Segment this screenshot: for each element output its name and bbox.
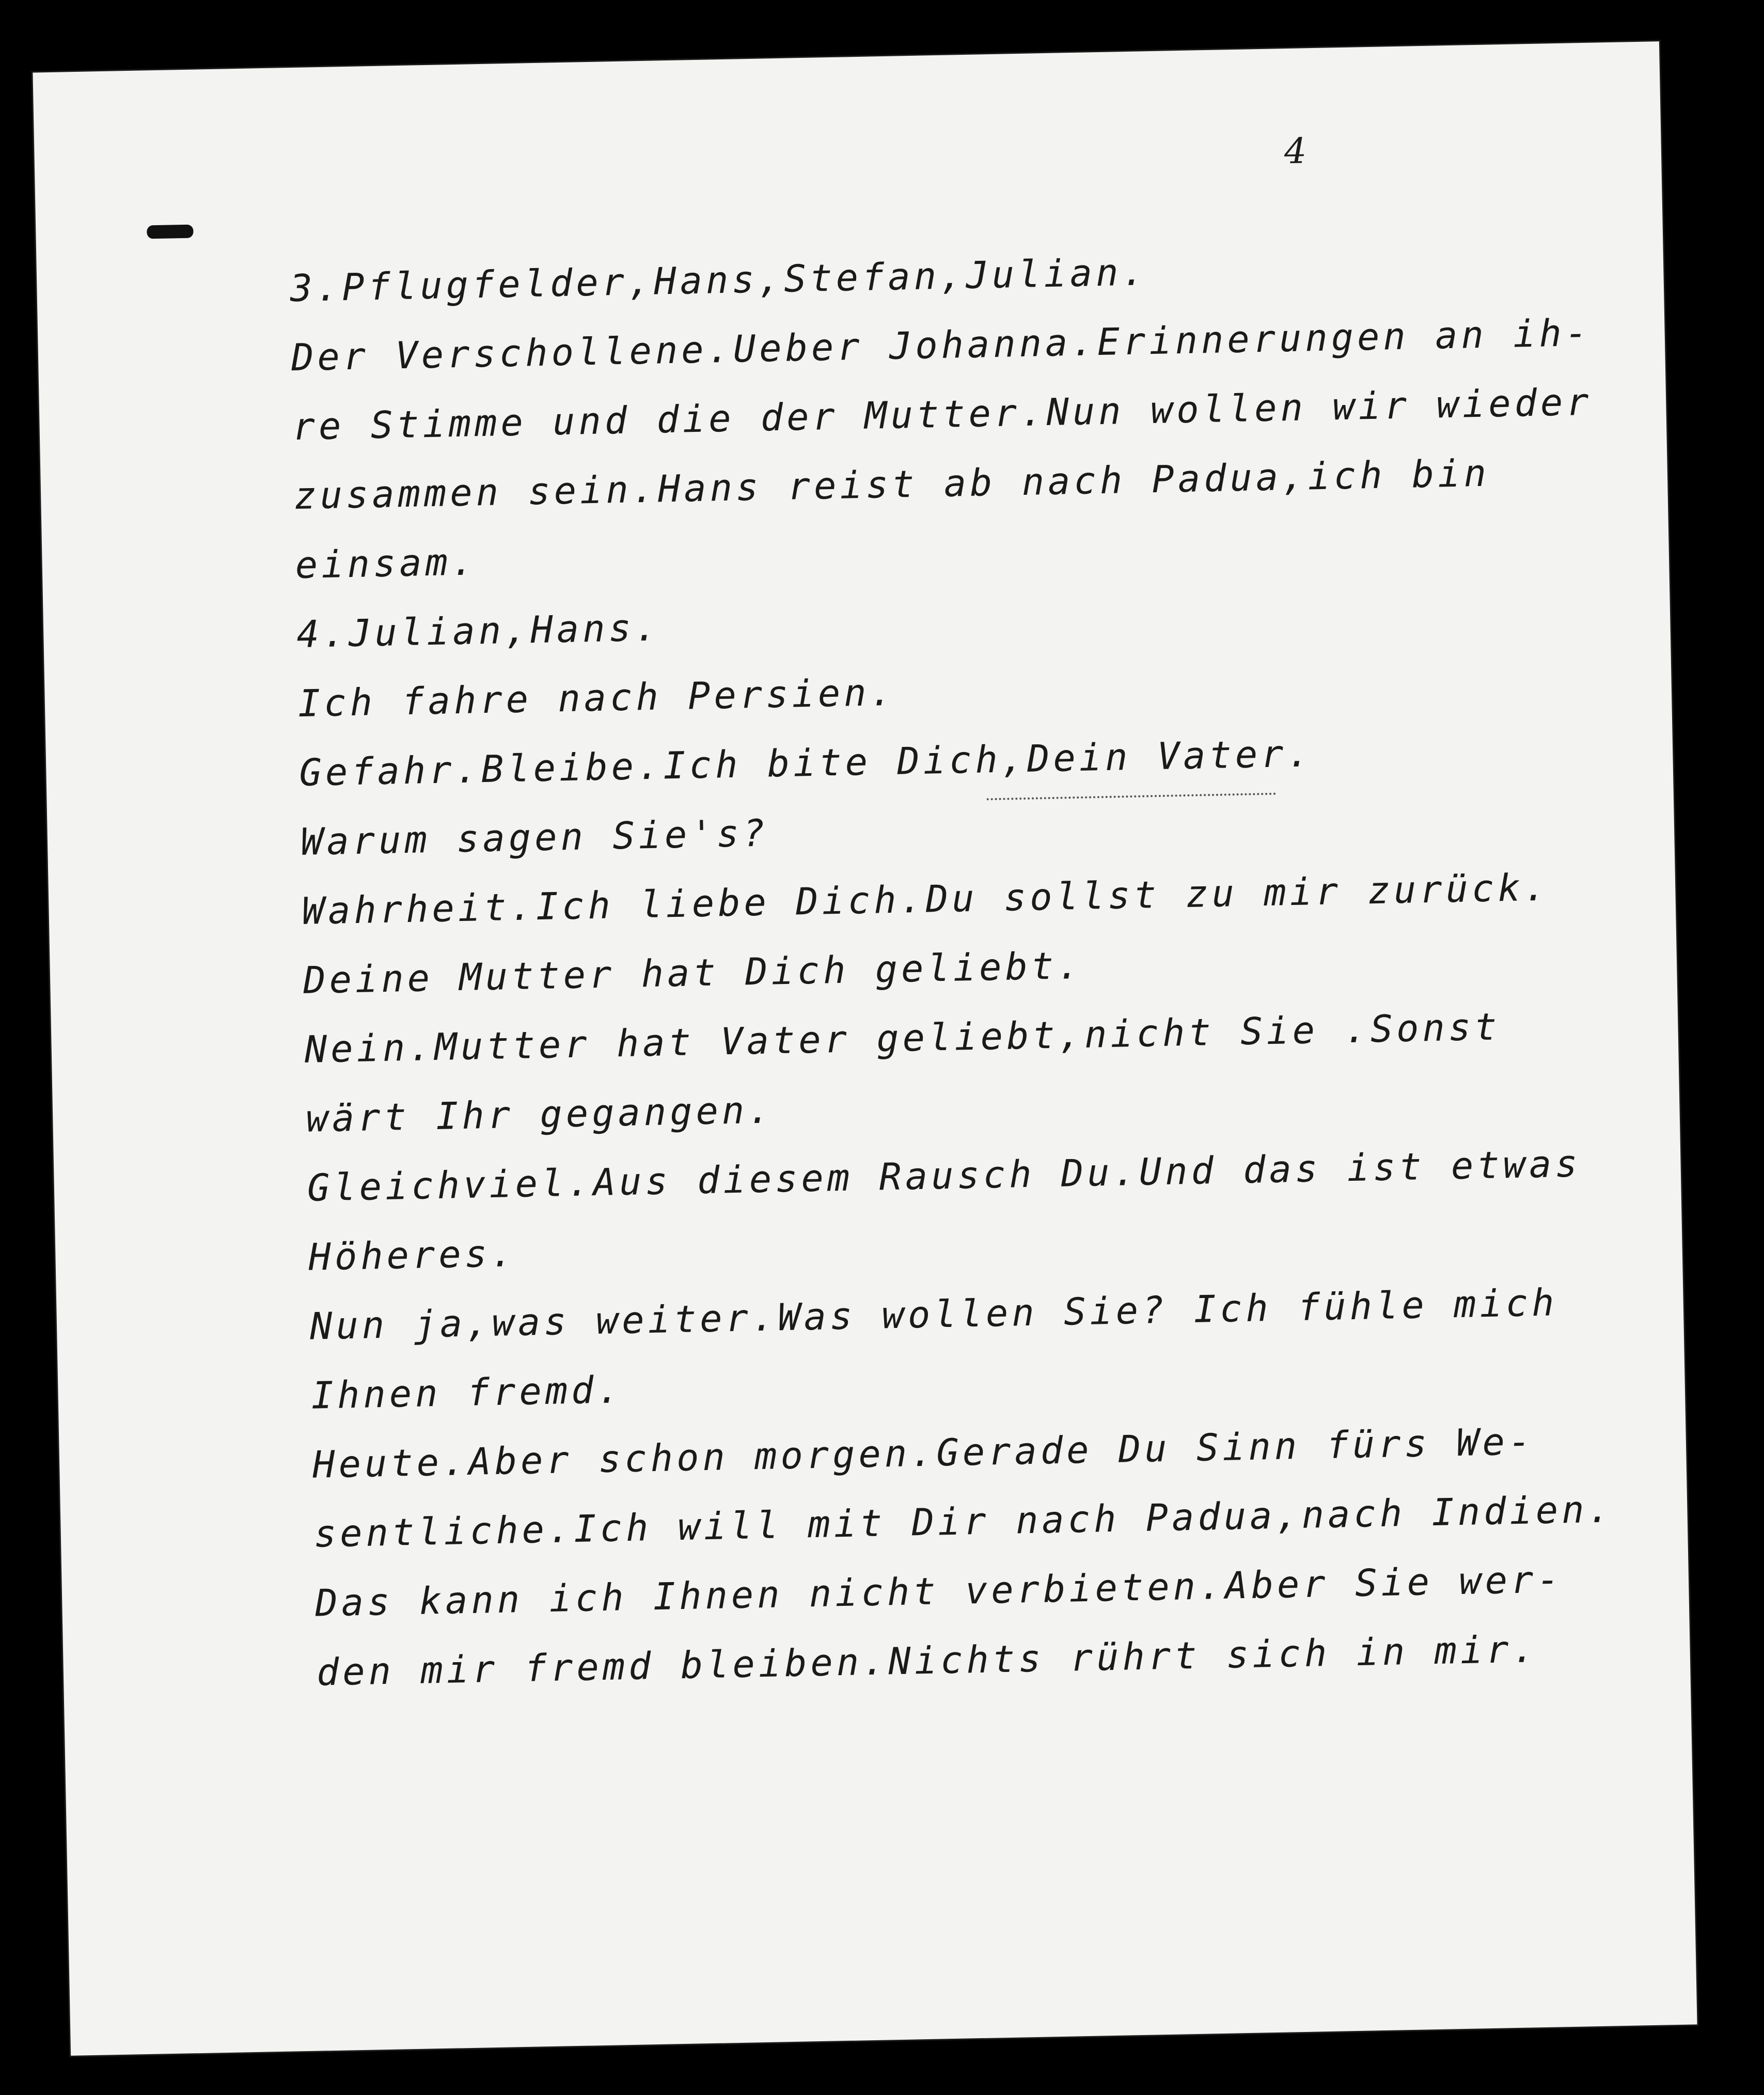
text-line: Gefahr.Bleibe.Ich bite Dich,Dein Vater. xyxy=(298,731,1314,794)
text-line: wärt Ihr gegangen. xyxy=(305,1088,775,1140)
text-line: Höheres. xyxy=(308,1231,517,1279)
text-line: Der Verschollene.Ueber Johanna.Erinnerungen an ih- xyxy=(291,310,1592,380)
text-line: 3.Pflugfelder,Hans,Stefan,Julian. xyxy=(289,250,1148,310)
ink-mark xyxy=(147,225,193,239)
text-line: Das kann ich Ihnen nicht verbieten.Aber Sie wer- xyxy=(314,1557,1564,1625)
typewritten-text xyxy=(289,228,1639,1707)
page-number: 4 xyxy=(1284,131,1307,173)
text-line: den mir fremd bleiben.Nichts rührt sich in mir. xyxy=(316,1627,1539,1694)
text-line: einsam. xyxy=(295,540,478,587)
text-line: Ich fahre nach Persien. xyxy=(297,670,896,725)
text-line: Nun ja,was weiter.Was wollen Sie? Ich fühle mich xyxy=(309,1280,1558,1348)
text-line: Ihnen fremd. xyxy=(310,1368,624,1417)
text-line: Wahrheit.Ich liebe Dich.Du sollst zu mir zurück. xyxy=(301,865,1550,933)
text-line: Warum sagen Sie's? xyxy=(300,811,769,864)
text-line: sentliche.Ich will mit Dir nach Padua,nach Indien. xyxy=(313,1487,1614,1556)
text-line: 4.Julian,Hans. xyxy=(296,605,661,656)
text-line: re Stimme und die der Mutter.Nun wollen wir wieder xyxy=(292,380,1593,449)
text-line: zusammen sein.Hans reist ab nach Padua,ich bin xyxy=(293,451,1490,518)
text-line: Nein.Mutter hat Vater geliebt,nicht Sie .Sonst xyxy=(304,1005,1501,1071)
text-line: Gleichviel.Aus diesem Rausch Du.Und das ist etwas xyxy=(307,1142,1582,1210)
text-line: Deine Mutter hat Dich geliebt. xyxy=(303,943,1084,1002)
document-page xyxy=(33,41,1697,2056)
text-line: Heute.Aber schon morgen.Gerade Du Sinn fürs We- xyxy=(312,1419,1535,1487)
